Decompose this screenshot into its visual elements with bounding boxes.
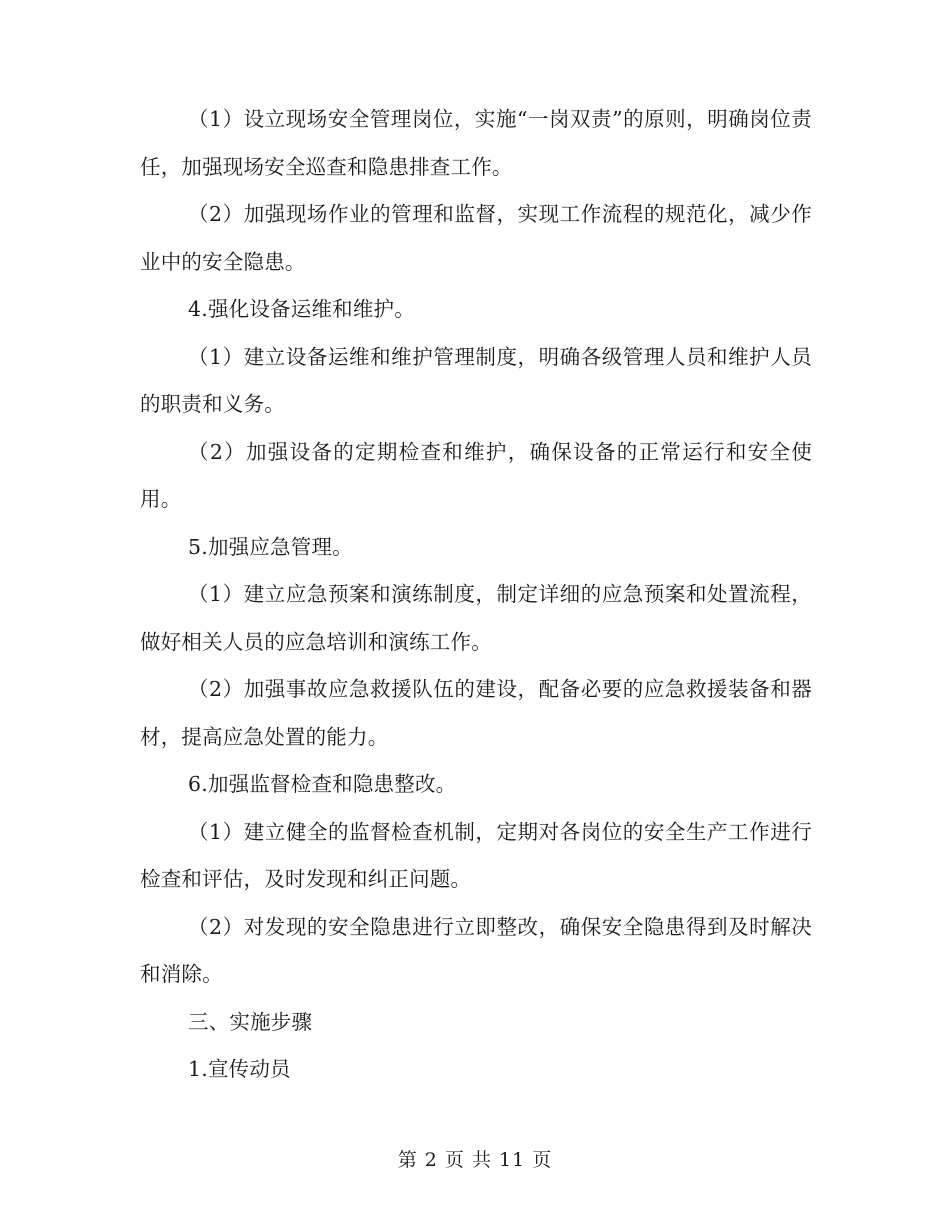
- section-heading-6: 6.加强监督检查和隐患整改。: [188, 772, 457, 796]
- paragraph-5: （1）建立应急预案和演练制度，制定详细的应急预案和处置流程，做好相关人员的应急培训和演练工作。: [140, 582, 812, 654]
- page-number-footer: 第 2 页 共 11 页: [397, 1149, 553, 1171]
- section-heading-4: 4.强化设备运维和维护。: [188, 297, 415, 321]
- paragraph-4: （2）加强设备的定期检查和维护，确保设备的正常运行和安全使用。: [140, 439, 812, 511]
- section-heading-5: 5.加强应急管理。: [188, 534, 353, 559]
- document-body: [140, 96, 812, 1094]
- paragraph-8: （2）对发现的安全隐患进行立即整改，确保安全隐患得到及时解决和消除。: [140, 914, 812, 986]
- paragraph-1: （1）设立现场安全管理岗位，实施“一岗双责”的原则，明确岗位责任，加强现场安全巡查和隐患排查工作。: [140, 107, 812, 179]
- paragraph-2: （2）加强现场作业的管理和监督，实现工作流程的规范化，减少作业中的安全隐患。: [140, 202, 812, 274]
- step-heading-1: 1.宣传动员: [188, 1057, 291, 1081]
- paragraph-7: （1）建立健全的监督检查机制，定期对各岗位的安全生产工作进行检查和评估，及时发现和纠正问题。: [140, 819, 812, 891]
- paragraph-3: （1）建立设备运维和维护管理制度，明确各级管理人员和维护人员的职责和义务。: [140, 344, 812, 416]
- paragraph-6: （2）加强事故应急救援队伍的建设，配备必要的应急救援装备和器材，提高应急处置的能力。: [140, 677, 812, 749]
- chapter-heading-3: 三、实施步骤: [188, 1009, 313, 1034]
